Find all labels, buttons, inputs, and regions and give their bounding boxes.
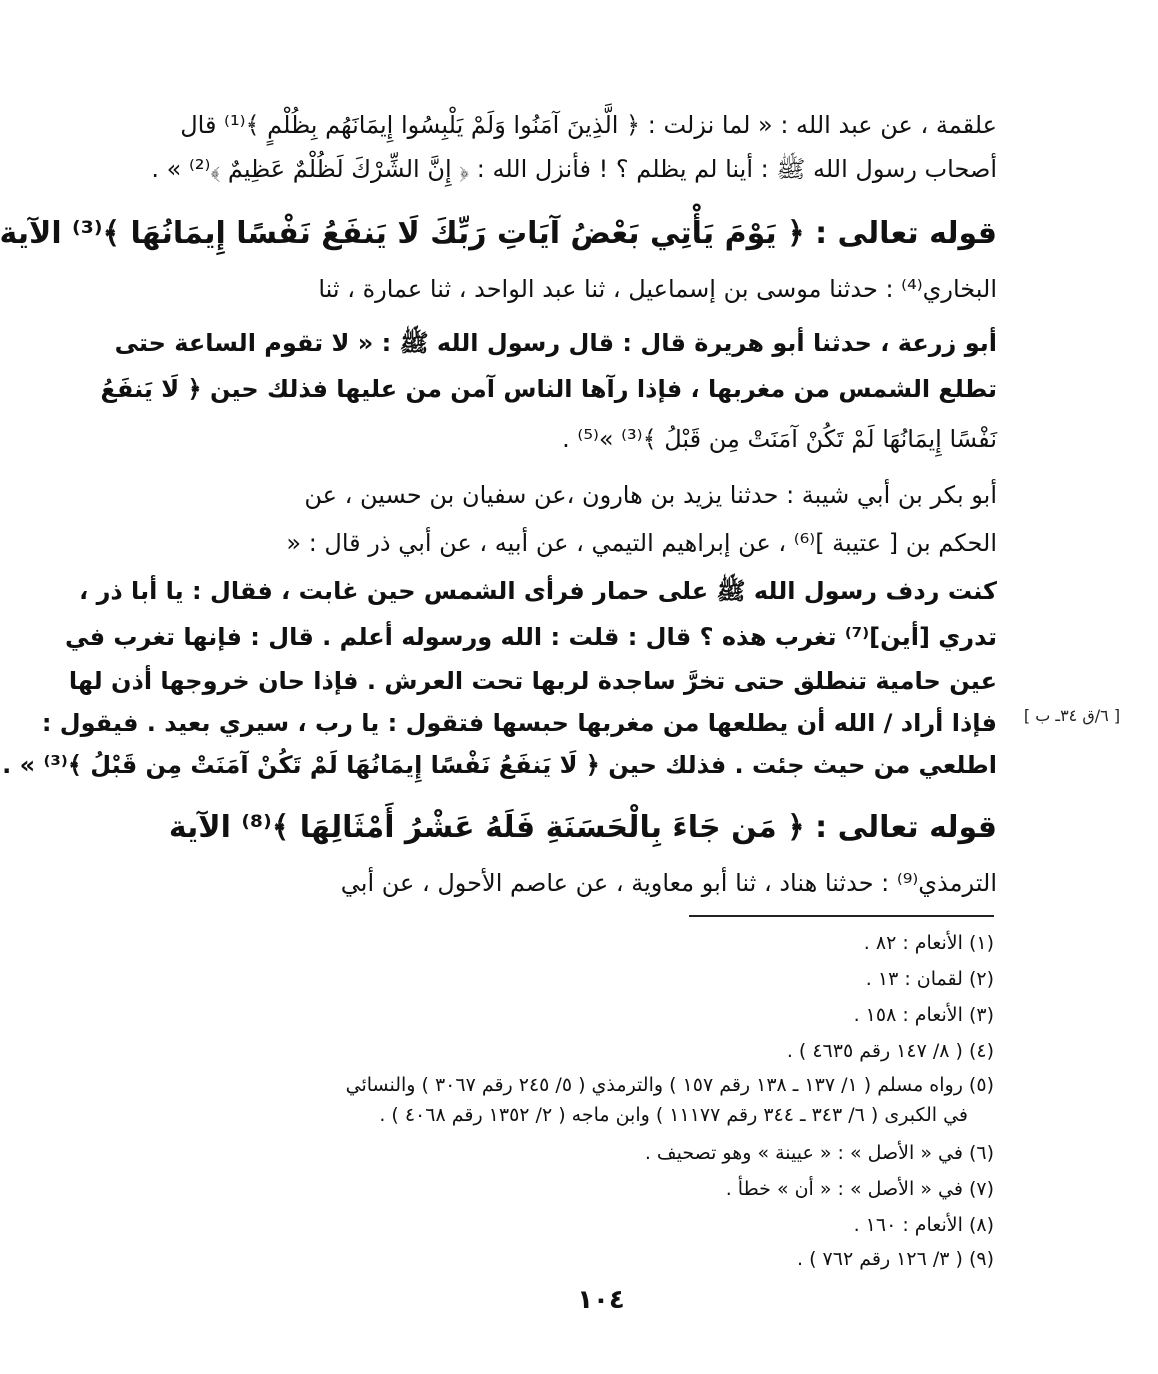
footnotes (236, 928, 994, 1268)
text-line: فإذا أراد / الله أن يطلعها من مغربها حبسها فتقول : يا رب ، سيري بعيد . فيقول : (41, 709, 997, 737)
footnote: (٤) ( ٨/ ١٤٧ رقم ٤٦٣٥ ) . (786, 1040, 994, 1062)
footnote: (٥) رواه مسلم ( ١/ ١٣٧ ـ ١٣٨ رقم ١٥٧ ) والترمذي ( ٥/ ٢٤٥ رقم ٣٠٦٧ ) والنسائي (345, 1074, 994, 1096)
text-line: تطلع الشمس من مغربها ، فإذا رآها الناس آمن من عليها فذلك حين ﴿ لَا يَنفَعُ (100, 375, 997, 403)
text-line: كنت ردف رسول الله ﷺ على حمار فرأى الشمس حين غابت ، فقال : يا أبا ذر ، (79, 577, 997, 605)
text-line: تدري [أين]⁽⁷⁾ تغرب هذه ؟ قال : قلت : الله ورسوله أعلم . قال : فإنها تغرب في (65, 623, 997, 651)
footnote: (٩) ( ٣/ ١٢٦ رقم ٧٦٢ ) . (797, 1248, 994, 1270)
text-line: الترمذي⁽⁹⁾ : حدثنا هناد ، ثنا أبو معاوية ، عن عاصم الأحول ، عن أبي (340, 869, 997, 897)
text-line: عين حامية تنطلق حتى تخرَّ ساجدة لربها تحت العرش . فإذا حان خروجها أذن لها (68, 667, 997, 695)
footnote: (٧) في « الأصل » : « أن » خطأ . (725, 1178, 994, 1200)
text-line: أبو بكر بن أبي شيبة : حدثنا يزيد بن هارون ،عن سفيان بن حسين ، عن (304, 481, 997, 509)
verse-heading: قوله تعالى : ﴿ يَوْمَ يَأْتِي بَعْضُ آيَاتِ رَبِّكَ لَا يَنفَعُ نَفْسًا إِيمَانُهَا ﴾⁽³⁾ الآية (0, 216, 997, 251)
text-line: أصحاب رسول الله ﷺ : أينا لم يظلم ؟ ! فأنزل الله : ﴿ إِنَّ الشِّرْكَ لَظُلْمٌ عَظِيمٌ ﴾⁽²⁾ » . (151, 155, 997, 183)
text-line: اطلعي من حيث جئت . فذلك حين ﴿ لَا يَنفَعُ نَفْسًا إِيمَانُهَا لَمْ تَكُنْ آمَنَتْ مِن قَبْلُ ﴾⁽³⁾ » . (2, 751, 997, 779)
footnote: (٦) في « الأصل » : « عيينة » وهو تصحيف . (644, 1142, 994, 1164)
text-line: نَفْسًا إِيمَانُهَا لَمْ تَكُنْ آمَنَتْ مِن قَبْلُ ﴾⁽³⁾ »⁽⁵⁾ . (562, 425, 997, 453)
text-line: علقمة ، عن عبد الله : « لما نزلت : ﴿ الَّذِينَ آمَنُوا وَلَمْ يَلْبِسُوا إِيمَانَهُم بِظُلْمٍ ﴾⁽¹⁾ قال (180, 111, 997, 139)
footnote: (٨) الأنعام : ١٦٠ . (853, 1214, 994, 1236)
footnote: (١) الأنعام : ٨٢ . (863, 932, 994, 954)
footnote: (٣) الأنعام : ١٥٨ . (853, 1004, 994, 1026)
text-line: البخاري⁽⁴⁾ : حدثنا موسى بن إسماعيل ، ثنا عبد الواحد ، ثنا عمارة ، ثنا (318, 275, 997, 303)
text-line: أبو زرعة ، حدثنا أبو هريرة قال : قال رسول الله ﷺ : « لا تقوم الساعة حتى (114, 329, 997, 357)
footnote-continuation: في الكبرى ( ٦/ ٣٤٣ ـ ٣٤٤ رقم ١١١٧٧ ) وابن ماجه ( ٢/ ١٣٥٢ رقم ٤٠٦٨ ) . (379, 1104, 968, 1126)
verse-heading: قوله تعالى : ﴿ مَن جَاءَ بِالْحَسَنَةِ فَلَهُ عَشْرُ أَمْثَالِهَا ﴾⁽⁸⁾ الآية (168, 810, 997, 845)
text-line: الحكم بن [ عتيبة ]⁽⁶⁾ ، عن إبراهيم التيمي ، عن أبيه ، عن أبي ذر قال : « (286, 529, 997, 557)
footnote-separator (689, 915, 994, 917)
page-number: ١٠٤ (577, 1285, 625, 1315)
manuscript-folio-note: [ ٦/ق ٣٤ـ ب ] (1023, 706, 1121, 725)
footnote: (٢) لقمان : ١٣ . (865, 968, 994, 990)
